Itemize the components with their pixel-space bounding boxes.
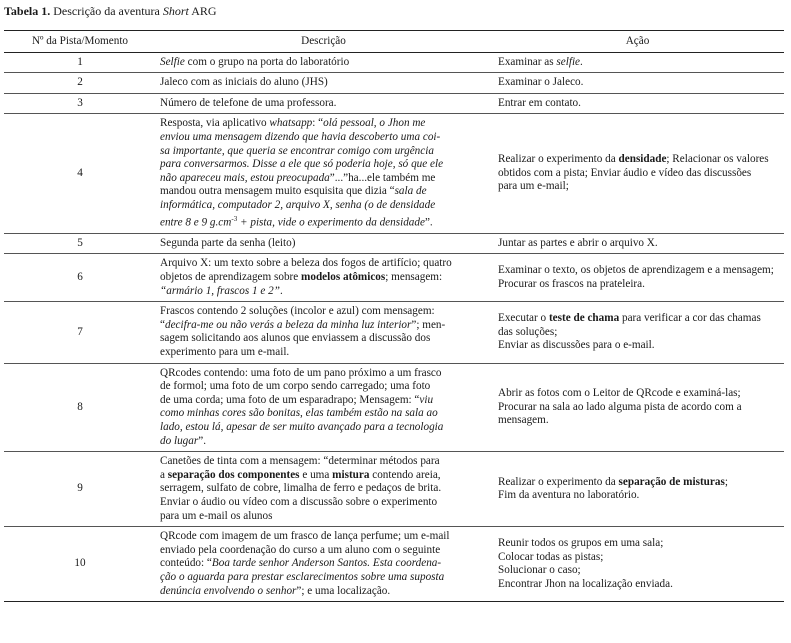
descricao-text-run: ”. [424, 216, 433, 229]
descricao-line [160, 56, 487, 70]
caption-title-rest: ARG [188, 4, 217, 18]
descricao-text-run: “ [160, 318, 165, 331]
pista-number: 4 [4, 114, 156, 233]
descricao-text-run: -3 [231, 214, 238, 223]
descricao-text-run: com o grupo na porta do laboratório [184, 55, 350, 68]
acao-cell [491, 363, 784, 452]
caption-label: Tabela 1. [4, 4, 51, 18]
descricao-text-run: . [279, 284, 283, 297]
descricao-text-run: Jaleco com as iniciais do aluno (JHS) [160, 76, 328, 89]
acao-text-run: mensagem. [498, 414, 549, 427]
acao-line [498, 401, 780, 415]
descricao-line [160, 305, 487, 319]
descricao-text-run: ção o aguarda para prestar esclarecimentos sobre uma suposta [160, 570, 445, 583]
descricao-line [160, 257, 487, 271]
descricao-line [160, 131, 487, 145]
descricao-line [160, 557, 487, 571]
descricao-text-run: Segunda parte da senha (leito) [160, 236, 296, 249]
acao-line [498, 578, 780, 592]
descricao-text-run: experimento para um e-mail. [160, 346, 290, 359]
acao-line [498, 180, 780, 194]
descricao-line [160, 394, 487, 408]
acao-line [498, 564, 780, 578]
table-caption [4, 5, 217, 19]
acao-cell [491, 527, 784, 602]
descricao-text-run: sagem solicitando aos alunos que enviassem a discussão dos [160, 332, 431, 345]
acao-text-run: densidade [618, 153, 667, 166]
acao-line [498, 97, 780, 111]
header-acao: Ação [491, 31, 784, 53]
descricao-text-run: informática, computador 2, arquivo X, senha (o de densidade [160, 198, 436, 211]
acao-line [498, 489, 780, 503]
descricao-line [160, 496, 487, 510]
acao-text-run: Entrar em contato. [498, 96, 581, 109]
acao-text-run: Examinar o Jaleco. [498, 76, 584, 89]
descricao-text-run: Selfie [160, 55, 185, 68]
descricao-text-run: mandou outra mensagem muito esquisita que dizia “ [160, 185, 395, 198]
descricao-line [160, 346, 487, 360]
acao-line [498, 153, 780, 167]
descricao-line [160, 285, 487, 299]
acao-text-run: Procurar na sala ao lado alguma pista de acordo com a [498, 400, 742, 413]
acao-text-run: Examinar o texto, os objetos de aprendizagem e a mensagem; [498, 264, 774, 277]
descricao-text-run: do lugar [160, 434, 199, 447]
descricao-cell [156, 302, 491, 363]
acao-line [498, 312, 780, 326]
caption-text: Descrição da aventura [50, 4, 163, 18]
acao-text-run: obtidos com a pista; Enviar áudio e vídeo das discussões [498, 166, 752, 179]
descricao-cell [156, 363, 491, 452]
acao-line [498, 278, 780, 292]
descricao-line [160, 482, 487, 496]
acao-text-run: ; [724, 475, 728, 488]
descricao-text-run: entre 8 e 9 g.cm [160, 216, 232, 229]
descricao-text-run: denúncia envolvendo o senhor [160, 584, 297, 597]
descricao-line [160, 76, 487, 90]
descricao-text-run: Frascos contendo 2 soluções (incolor e azul) com mensagem: [160, 305, 435, 318]
acao-text-run: Solucionar o caso; [498, 564, 581, 577]
acao-text-run: Fim da aventura no laboratório. [498, 489, 640, 502]
descricao-text-run: de formol; uma foto de um corpo sendo carregado; uma foto [160, 380, 431, 393]
table-row [4, 93, 784, 114]
descricao-text-run: serragem, sulfato de cobre, limalha de ferro e pedaços de brita. [160, 482, 442, 495]
descricao-text-run: enviou uma mensagem dizendo que havia descoberto uma coi- [160, 130, 441, 143]
descricao-line [160, 213, 487, 230]
table-row [4, 254, 784, 302]
descricao-line [160, 510, 487, 524]
acao-text-run: das soluções; [498, 325, 558, 338]
descricao-line [160, 271, 487, 285]
descricao-cell [156, 114, 491, 233]
pista-number: 8 [4, 363, 156, 452]
descricao-line [160, 145, 487, 159]
acao-cell [491, 52, 784, 73]
descricao-text-run: para um e-mail os alunos [160, 509, 273, 522]
acao-text-run: Enviar as discussões para o e-mail. [498, 339, 655, 352]
acao-line [498, 551, 780, 565]
acao-text-run: Reunir todos os grupos em uma sala; [498, 536, 664, 549]
descricao-text-run: + pista, vide o experimento da densidade [237, 216, 425, 229]
descricao-text-run: separação dos componentes [167, 468, 300, 481]
descricao-line [160, 407, 487, 421]
acao-text-run: ; Relacionar os valores [666, 153, 769, 166]
acao-text-run: Examinar as [498, 55, 557, 68]
descricao-cell [156, 527, 491, 602]
descricao-text-run: Boa tarde senhor Anderson Santos. Esta coordena- [211, 557, 442, 570]
descricao-cell [156, 93, 491, 114]
acao-line [498, 167, 780, 181]
table-row [4, 302, 784, 363]
descricao-text-run: : “ [312, 117, 324, 130]
acao-cell [491, 114, 784, 233]
descricao-line [160, 117, 487, 131]
acao-text-run: Realizar o experimento da [498, 153, 619, 166]
acao-line [498, 339, 780, 353]
acao-text-run: teste de chama [548, 312, 620, 325]
acao-cell [491, 73, 784, 94]
descricao-line [160, 332, 487, 346]
descricao-text-run: Resposta, via aplicativo [160, 117, 270, 130]
descricao-text-run: como minhas cores são bonitas, elas também estão na sala ao [160, 407, 438, 420]
acao-cell [491, 302, 784, 363]
descricao-text-run: enviado pela coordenação do curso a um aluno com o seguinte [160, 543, 441, 556]
descricao-line [160, 530, 487, 544]
pista-number: 7 [4, 302, 156, 363]
descricao-text-run: e uma [299, 468, 333, 481]
descricao-text-run: Arquivo X: um texto sobre a beleza dos fogos de artifício; quatro [160, 257, 452, 270]
acao-line [498, 264, 780, 278]
descricao-text-run: objetos de aprendizagem sobre [160, 271, 302, 284]
table-row [4, 452, 784, 527]
descricao-line [160, 435, 487, 449]
descricao-text-run: sala de [394, 185, 427, 198]
acao-line [498, 76, 780, 90]
acao-text-run: Encontrar Jhon na localização enviada. [498, 577, 673, 590]
table-row [4, 73, 784, 94]
table-row [4, 52, 784, 73]
caption-title-italic: Short [162, 4, 189, 18]
header-descricao: Descrição [156, 31, 491, 53]
adventure-table [4, 30, 784, 602]
acao-line [498, 537, 780, 551]
table-row [4, 233, 784, 254]
descricao-text-run: de uma corda; uma foto de um esparadrapo; Mensagem: “ [160, 393, 420, 406]
acao-line [498, 414, 780, 428]
descricao-text-run: mistura [332, 468, 370, 481]
descricao-text-run: contendo areia, [369, 468, 441, 481]
pista-number: 9 [4, 452, 156, 527]
descricao-line [160, 571, 487, 585]
acao-cell [491, 233, 784, 254]
acao-text-run: Procurar os frascos na prateleira. [498, 277, 645, 290]
header-numero: Nº da Pista/Momento [4, 31, 156, 53]
acao-text-run: para um e-mail; [498, 180, 569, 193]
descricao-text-run: viu [419, 393, 434, 406]
descricao-text-run: conteúdo: “ [160, 557, 212, 570]
table-row [4, 114, 784, 233]
descricao-line [160, 319, 487, 333]
descricao-text-run: olá pessoal, o Jhon me [323, 117, 426, 130]
descricao-text-run: QRcode com imagem de um frasco de lança perfume; um e-mail [160, 530, 450, 543]
acao-cell [491, 93, 784, 114]
table-row [4, 363, 784, 452]
pista-number: 6 [4, 254, 156, 302]
descricao-cell [156, 52, 491, 73]
acao-line [498, 476, 780, 490]
descricao-text-run: whatsapp [269, 117, 313, 130]
descricao-text-run: a [160, 468, 168, 481]
descricao-text-run: QRcodes contendo: uma foto de um pano próximo a um frasco [160, 366, 442, 379]
acao-cell [491, 452, 784, 527]
descricao-line [160, 172, 487, 186]
descricao-cell [156, 452, 491, 527]
descricao-text-run: ”; e uma localização. [296, 584, 391, 597]
descricao-line [160, 199, 487, 213]
descricao-text-run: decifra-me ou não verás a beleza da minha luz interior [164, 318, 412, 331]
descricao-line [160, 380, 487, 394]
acao-line [498, 387, 780, 401]
descricao-text-run: modelos atômicos [301, 271, 386, 284]
descricao-line [160, 455, 487, 469]
acao-line [498, 237, 780, 251]
descricao-line [160, 421, 487, 435]
descricao-text-run: Canetões de tinta com a mensagem: “determinar métodos para [160, 455, 440, 468]
acao-line [498, 326, 780, 340]
table-body [4, 52, 784, 602]
descricao-text-run: não apareceu mais, estou preocupada [160, 171, 330, 184]
descricao-text-run: Número de telefone de uma professora. [160, 96, 337, 109]
descricao-text-run: ”...”ha...ele também me [329, 171, 436, 184]
descricao-line [160, 237, 487, 251]
descricao-cell [156, 254, 491, 302]
pista-number: 3 [4, 93, 156, 114]
acao-text-run: para verificar a cor das chamas [619, 312, 761, 325]
descricao-line [160, 158, 487, 172]
acao-text-run: . [580, 55, 583, 68]
descricao-line [160, 367, 487, 381]
descricao-text-run: ”. [198, 434, 206, 447]
descricao-cell [156, 233, 491, 254]
pista-number: 10 [4, 527, 156, 602]
descricao-line [160, 97, 487, 111]
acao-line [498, 56, 780, 70]
descricao-line [160, 585, 487, 599]
acao-text-run: Executar o [498, 312, 549, 325]
acao-text-run: Realizar o experimento da [498, 475, 619, 488]
descricao-line [160, 469, 487, 483]
descricao-text-run: sa importante, que queria se encontrar comigo com urgência [160, 144, 434, 157]
descricao-text-run: “armário 1, frascos 1 e 2” [160, 284, 280, 297]
acao-text-run: Juntar as partes e abrir o arquivo X. [498, 236, 658, 249]
descricao-cell [156, 73, 491, 94]
acao-text-run: selfie [556, 55, 581, 68]
table-row [4, 527, 784, 602]
acao-cell [491, 254, 784, 302]
acao-text-run: Colocar todas as pistas; [498, 550, 604, 563]
descricao-line [160, 544, 487, 558]
descricao-text-run: ; mensagem: [385, 271, 443, 284]
pista-number: 2 [4, 73, 156, 94]
acao-text-run: separação de misturas [618, 475, 725, 488]
descricao-text-run: Enviar o áudio ou vídeo com a discussão sobre o experimento [160, 495, 438, 508]
table-header-row [4, 31, 784, 53]
descricao-line [160, 185, 487, 199]
descricao-text-run: lado, estou lá, apesar de ser muito avançado para a tecnologia [160, 420, 444, 433]
descricao-text-run: ”; men- [411, 318, 446, 331]
descricao-text-run: para conversarmos. Disse a ele que só poderia hoje, só que ele [160, 158, 444, 171]
pista-number: 1 [4, 52, 156, 73]
acao-text-run: Abrir as fotos com o Leitor de QRcode e examiná-las; [498, 387, 741, 399]
pista-number: 5 [4, 233, 156, 254]
